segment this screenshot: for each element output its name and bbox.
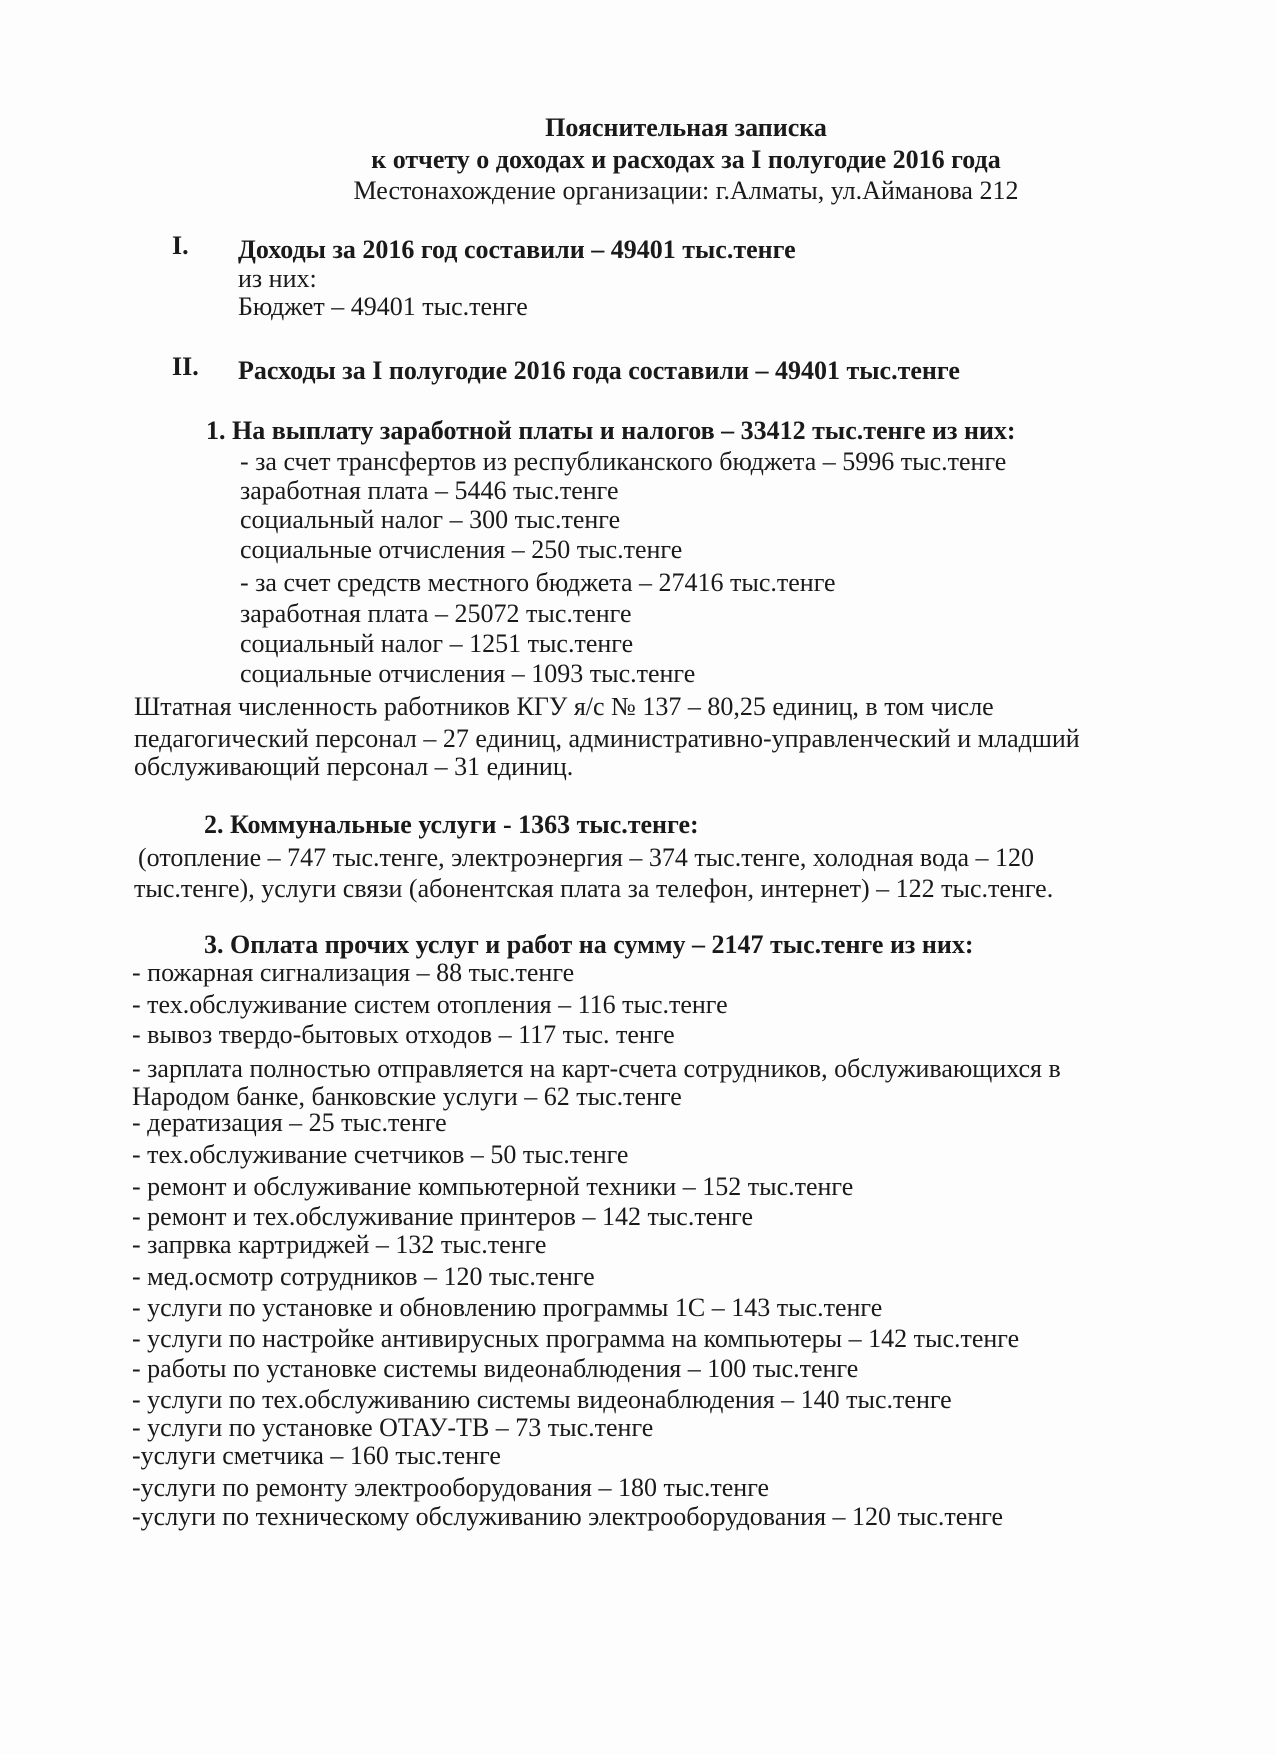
item3-line: - запрвка картриджей – 132 тыс.тенге [132,1230,547,1259]
item1-line: социальный налог – 300 тыс.тенге [240,505,621,534]
item3-line: - зарплата полностью отправляется на карт-счета сотрудников, обслуживающихся в [132,1054,1061,1083]
item3-line: - тех.обслуживание счетчиков – 50 тыс.тенге [132,1140,629,1169]
item3-line: - дератизация – 25 тыс.тенге [132,1108,447,1137]
item3-line: - вывоз твердо-бытовых отходов – 117 тыс. тенге [132,1020,675,1049]
section2-heading: Расходы за I полугодие 2016 года составили – 49401 тыс.тенге [238,356,960,385]
item3-line: - услуги по тех.обслуживанию системы видеонаблюдения – 140 тыс.тенге [132,1385,952,1414]
item3-line: - услуги по установке и обновлению программы 1С – 143 тыс.тенге [132,1293,883,1322]
item3-line: - услуги по установке ОТАУ-ТВ – 73 тыс.тенге [132,1413,654,1442]
staff-line: Штатная численность работников КГУ я/с № 137 – 80,25 единиц, в том числе [134,692,994,721]
item3-line: - услуги по настройке антивирусных программа на компьютеры – 142 тыс.тенге [132,1324,1020,1353]
section1-line: Бюджет – 49401 тыс.тенге [238,292,528,321]
section2-numeral: II. [172,352,199,381]
item1-heading: 1. На выплату заработной платы и налогов – 33412 тыс.тенге из них: [206,416,1016,445]
section1-numeral: I. [172,231,189,260]
item3-line: - ремонт и тех.обслуживание принтеров – 142 тыс.тенге [132,1202,753,1231]
item3-line: -услуги по ремонту электрооборудования – 180 тыс.тенге [132,1473,770,1502]
item3-line: -услуги сметчика – 160 тыс.тенге [132,1441,501,1470]
item1-line: заработная плата – 5446 тыс.тенге [240,476,619,505]
item1-line: социальные отчисления – 1093 тыс.тенге [240,659,696,688]
item3-heading: 3. Оплата прочих услуг и работ на сумму – 2147 тыс.тенге из них: [204,930,974,959]
item3-line: - ремонт и обслуживание компьютерной техники – 152 тыс.тенге [132,1172,854,1201]
item3-line: - тех.обслуживание систем отопления – 116 тыс.тенге [132,990,728,1019]
item3-line: - мед.осмотр сотрудников – 120 тыс.тенге [132,1262,595,1291]
item1-line: социальный налог – 1251 тыс.тенге [240,629,634,658]
item3-line: - работы по установке системы видеонаблюдения – 100 тыс.тенге [132,1354,859,1383]
section1-heading: Доходы за 2016 год составили – 49401 тыс.тенге [238,235,796,264]
item1-line: социальные отчисления – 250 тыс.тенге [240,535,683,564]
item2-line: тыс.тенге), услуги связи (абонентская плата за телефон, интернет) – 122 тыс.тенге. [134,874,1054,903]
organization-location: Местонахождение организации: г.Алматы, ул.Айманова 212 [353,176,1019,205]
item1-line: - за счет средств местного бюджета – 27416 тыс.тенге [240,568,836,597]
staff-line: педагогический персонал – 27 единиц, административно-управленческий и младший [134,724,1080,753]
document-title: Пояснительная записка [545,113,827,142]
document-subtitle: к отчету о доходах и расходах за I полугодие 2016 года [371,145,1001,174]
item2-line: (отопление – 747 тыс.тенге, электроэнергия – 374 тыс.тенге, холодная вода – 120 [138,843,1035,872]
item1-line: - за счет трансфертов из республиканского бюджета – 5996 тыс.тенге [240,447,1007,476]
item3-line: -услуги по техническому обслуживанию электрооборудования – 120 тыс.тенге [132,1502,1004,1531]
item3-line: - пожарная сигнализация – 88 тыс.тенге [132,958,575,987]
item2-heading: 2. Коммунальные услуги - 1363 тыс.тенге: [204,810,699,839]
item1-line: заработная плата – 25072 тыс.тенге [240,599,632,628]
section1-line: из них: [238,264,317,293]
staff-line: обслуживающий персонал – 31 единиц. [134,752,574,781]
item3-line: Народом банке, банковские услуги – 62 тыс.тенге [132,1082,682,1111]
